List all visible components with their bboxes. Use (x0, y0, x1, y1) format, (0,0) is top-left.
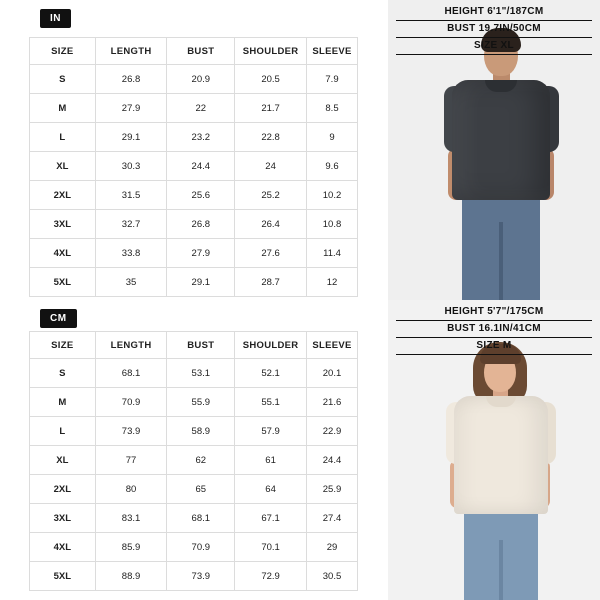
male-jeans-seam (499, 222, 503, 300)
table-row (30, 562, 358, 591)
cell-length: 77 (95, 446, 167, 475)
cell-shoulder: 61 (235, 446, 307, 475)
cell-size: L (30, 417, 96, 446)
cell-length: 88.9 (95, 562, 167, 591)
cell-size: L (30, 123, 96, 152)
table-row (30, 181, 358, 210)
cell-sleeve: 7.9 (307, 65, 358, 94)
cell-size: 3XL (30, 504, 96, 533)
unit-badge-cm: CM (40, 309, 77, 328)
cell-bust: 55.9 (167, 388, 235, 417)
model-spec-male (396, 4, 592, 55)
cell-bust: 58.9 (167, 417, 235, 446)
column-header-sleeve: SLEEVE (307, 332, 358, 359)
table-row (30, 446, 358, 475)
column-header-size: SIZE (30, 332, 96, 359)
unit-badge-cm-wrap (40, 308, 77, 328)
cell-shoulder: 22.8 (235, 123, 307, 152)
size-table-centimeters (29, 331, 358, 591)
male-height-line: HEIGHT 6'1"/187CM (396, 4, 592, 21)
table-row (30, 475, 358, 504)
female-jeans-seam (499, 540, 503, 600)
table-header-row (30, 38, 358, 65)
table-row (30, 533, 358, 562)
cell-length: 32.7 (95, 210, 167, 239)
cell-sleeve: 25.9 (307, 475, 358, 504)
column-header-sleeve: SLEEVE (307, 38, 358, 65)
cell-length: 30.3 (95, 152, 167, 181)
cell-shoulder: 57.9 (235, 417, 307, 446)
cell-sleeve: 20.1 (307, 359, 358, 388)
cell-shoulder: 26.4 (235, 210, 307, 239)
female-height-line: HEIGHT 5'7"/175CM (396, 304, 592, 321)
cell-length: 27.9 (95, 94, 167, 123)
female-size-line: SIZE M (396, 338, 592, 355)
table-row (30, 94, 358, 123)
cell-size: 5XL (30, 268, 96, 297)
cell-bust: 73.9 (167, 562, 235, 591)
cell-shoulder: 27.6 (235, 239, 307, 268)
cell-length: 80 (95, 475, 167, 504)
table-row (30, 239, 358, 268)
table-row (30, 388, 358, 417)
cell-bust: 27.9 (167, 239, 235, 268)
cell-bust: 22 (167, 94, 235, 123)
column-header-length: LENGTH (95, 332, 167, 359)
model-spec-female (396, 304, 592, 355)
cell-sleeve: 24.4 (307, 446, 358, 475)
table-row (30, 417, 358, 446)
cell-shoulder: 52.1 (235, 359, 307, 388)
cell-bust: 65 (167, 475, 235, 504)
unit-badge-inches: IN (40, 9, 71, 28)
cell-shoulder: 20.5 (235, 65, 307, 94)
table-row (30, 123, 358, 152)
cell-sleeve: 11.4 (307, 239, 358, 268)
cell-shoulder: 70.1 (235, 533, 307, 562)
table-row (30, 65, 358, 94)
column-header-size: SIZE (30, 38, 96, 65)
column-header-shoulder: SHOULDER (235, 332, 307, 359)
cell-sleeve: 9 (307, 123, 358, 152)
cell-sleeve: 22.9 (307, 417, 358, 446)
male-size-line: SIZE XL (396, 38, 592, 55)
cell-sleeve: 12 (307, 268, 358, 297)
column-header-shoulder: SHOULDER (235, 38, 307, 65)
cell-size: 5XL (30, 562, 96, 591)
cell-sleeve: 8.5 (307, 94, 358, 123)
cell-length: 70.9 (95, 388, 167, 417)
cell-shoulder: 67.1 (235, 504, 307, 533)
table-row (30, 152, 358, 181)
cell-sleeve: 9.6 (307, 152, 358, 181)
cell-bust: 24.4 (167, 152, 235, 181)
cell-length: 33.8 (95, 239, 167, 268)
column-header-length: LENGTH (95, 38, 167, 65)
cell-bust: 29.1 (167, 268, 235, 297)
cell-shoulder: 64 (235, 475, 307, 504)
cell-bust: 20.9 (167, 65, 235, 94)
column-header-bust: BUST (167, 332, 235, 359)
cell-bust: 23.2 (167, 123, 235, 152)
table-row (30, 210, 358, 239)
cell-size: M (30, 94, 96, 123)
cell-sleeve: 10.2 (307, 181, 358, 210)
male-tshirt (452, 80, 550, 200)
table-row (30, 268, 358, 297)
cell-bust: 53.1 (167, 359, 235, 388)
model-card-male (388, 0, 600, 300)
cell-size: S (30, 65, 96, 94)
cell-shoulder: 25.2 (235, 181, 307, 210)
table-header-row (30, 332, 358, 359)
size-table-inches (29, 37, 358, 297)
cell-sleeve: 29 (307, 533, 358, 562)
cell-sleeve: 30.5 (307, 562, 358, 591)
cell-length: 83.1 (95, 504, 167, 533)
cell-shoulder: 72.9 (235, 562, 307, 591)
cell-bust: 68.1 (167, 504, 235, 533)
cell-bust: 70.9 (167, 533, 235, 562)
cell-length: 26.8 (95, 65, 167, 94)
cell-length: 31.5 (95, 181, 167, 210)
cell-shoulder: 21.7 (235, 94, 307, 123)
cell-size: XL (30, 152, 96, 181)
cell-size: 2XL (30, 181, 96, 210)
cell-size: XL (30, 446, 96, 475)
cell-length: 68.1 (95, 359, 167, 388)
table-row (30, 504, 358, 533)
cell-length: 73.9 (95, 417, 167, 446)
cell-size: 4XL (30, 533, 96, 562)
cell-bust: 62 (167, 446, 235, 475)
cell-sleeve: 21.6 (307, 388, 358, 417)
cell-sleeve: 27.4 (307, 504, 358, 533)
female-bust-line: BUST 16.1IN/41CM (396, 321, 592, 338)
model-photos-column (388, 0, 600, 600)
cell-sleeve: 10.8 (307, 210, 358, 239)
cell-shoulder: 55.1 (235, 388, 307, 417)
cell-size: 3XL (30, 210, 96, 239)
cell-size: 2XL (30, 475, 96, 504)
cell-shoulder: 24 (235, 152, 307, 181)
cell-length: 85.9 (95, 533, 167, 562)
cell-size: 4XL (30, 239, 96, 268)
cell-size: S (30, 359, 96, 388)
model-card-female (388, 300, 600, 600)
cell-bust: 26.8 (167, 210, 235, 239)
cell-length: 29.1 (95, 123, 167, 152)
unit-badge-inches-wrap (40, 8, 71, 28)
cell-size: M (30, 388, 96, 417)
cell-length: 35 (95, 268, 167, 297)
cell-shoulder: 28.7 (235, 268, 307, 297)
table-row (30, 359, 358, 388)
male-bust-line: BUST 19.7IN/50CM (396, 21, 592, 38)
female-tshirt (454, 396, 548, 514)
cell-bust: 25.6 (167, 181, 235, 210)
column-header-bust: BUST (167, 38, 235, 65)
